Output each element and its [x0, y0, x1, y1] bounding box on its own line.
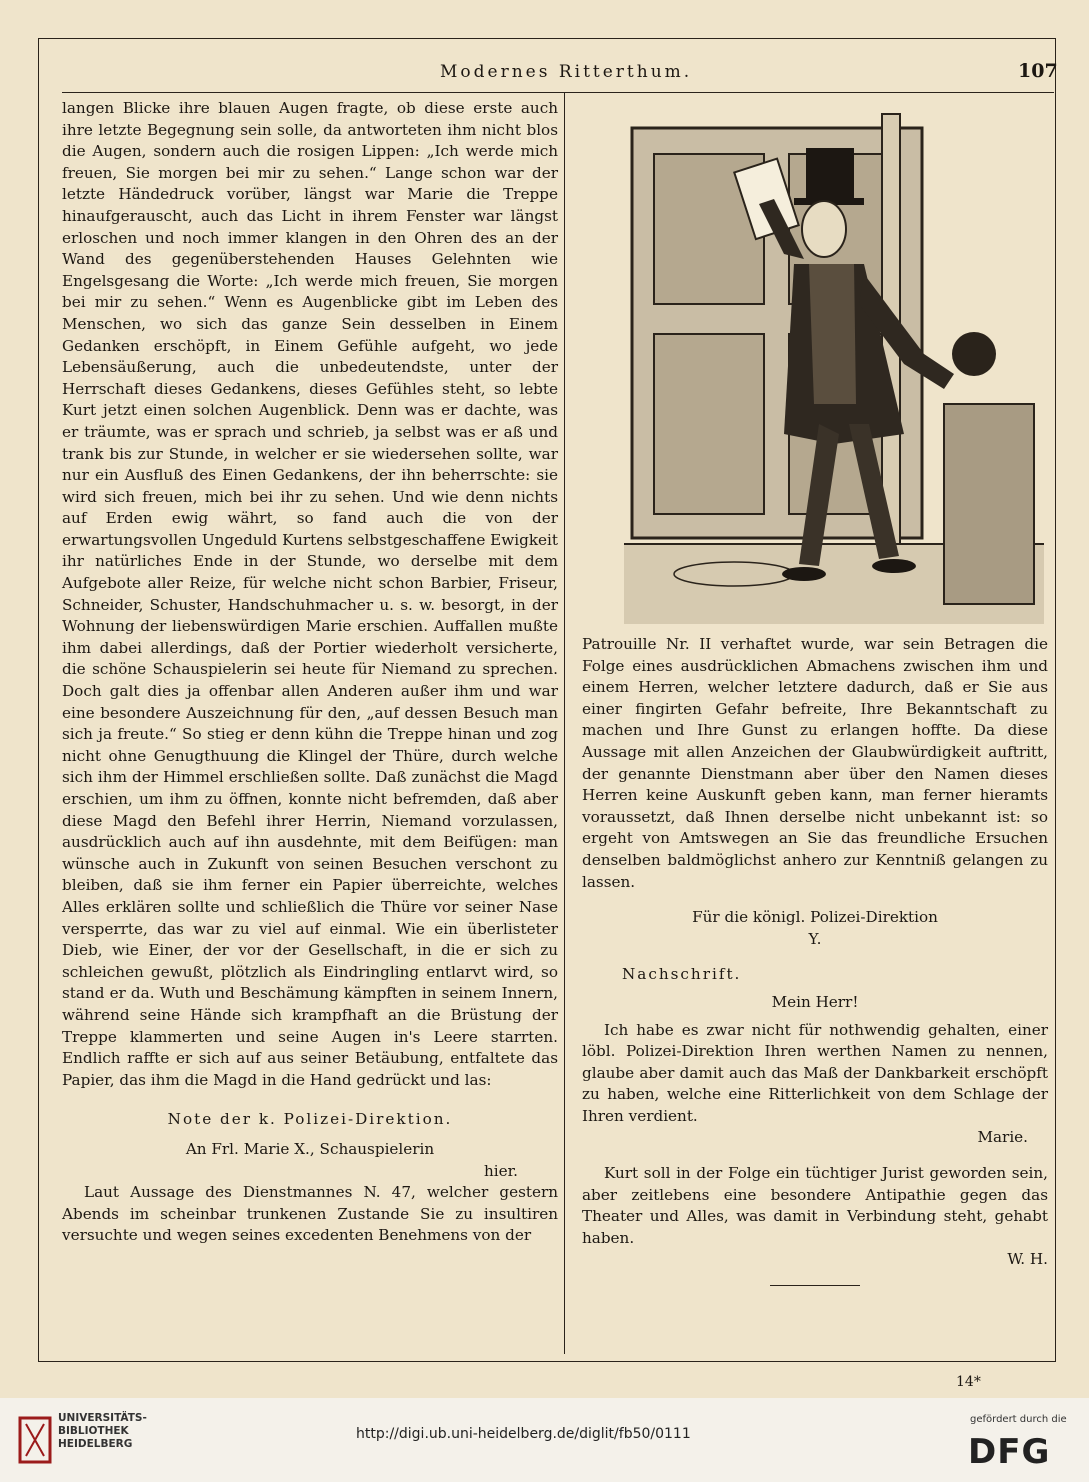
library-name-line: HEIDELBERG — [58, 1438, 133, 1450]
signature: Y. — [808, 929, 822, 948]
note-place: hier. — [483, 1161, 518, 1180]
running-title: Modernes Ritterthum. — [440, 62, 693, 82]
page-number: 107 — [1018, 60, 1058, 82]
signature-line: Für die königl. Polizei-Direktion — [692, 908, 938, 927]
salutation: Mein Herr! — [771, 992, 859, 1011]
postscript-signature: Marie. — [977, 1128, 1028, 1147]
right-column — [582, 634, 1048, 1286]
note-address: An Frl. Marie X., Schauspielerin — [185, 1139, 435, 1158]
left-column — [62, 98, 558, 1247]
library-name-line: UNIVERSITÄTS- — [58, 1412, 147, 1424]
closing-paragraph: Kurt soll in der Folge ein tüchtiger Jurist geworden sein, aber zeitlebens eine besondere Antipathie gegen das Theater und Alles, was damit in Verbindung steht, gehabt haben. — [582, 1164, 1048, 1247]
header-rule — [62, 92, 1054, 93]
digitization-footer — [0, 1398, 1089, 1482]
note-heading: Note der k. Polizei-Direktion. — [167, 1110, 453, 1129]
closing-rule — [770, 1285, 860, 1286]
note-text: Laut Aussage des Dienstmannes N. 47, welcher gestern Abends im scheinbar trunkenen Zustande Sie zu insultiren versuchte und wegen seines excedenten Benehmens von der — [62, 1183, 558, 1245]
dfg-logo: DFG — [968, 1432, 1051, 1472]
funded-by-text: gefördert durch die — [970, 1414, 1067, 1425]
author-initials: W. H. — [1007, 1250, 1048, 1269]
library-name — [58, 1412, 147, 1451]
library-name-line: BIBLIOTHEK — [58, 1425, 129, 1437]
postscript-text: Ich habe es zwar nicht für nothwendig gehalten, einer löbl. Polizei-Direktion Ihren werthen Namen zu nennen, glaube aber damit auch das Maß der Dankbarkeit erschöpft zu haben, welche eine Ritterlichkeit von dem Schlage der Ihren verdient. — [582, 1020, 1048, 1125]
engraving-man-reading-paper-at-door — [624, 104, 1044, 624]
postscript-label: Nachschrift. — [622, 965, 742, 984]
note-continuation: Patrouille Nr. II verhaftet wurde, war sein Betragen die Folge eines ausdrücklichen Abmachens zwischen ihm und einem Herren, welcher letztere dadurch, daß er Sie aus einer fingirten Gefahr befreite, Ihre Bekanntschaft zu machen und Ihre Gunst zu erlangen hoffte. Da diese Aussage mit allen Anzeichen der Glaubwürdigkeit auftritt, der genannte Dienstmann aber über den Namen dieses Herren keine Auskunft geben kann, man ferner hieramts voraussetzt, daß Ihnen derselbe nicht unbekannt ist: so ergeht von Amtswegen an Sie das freundliche Ersuchen denselben baldmöglichst anhero zur Kenntniß gelangen zu lassen. — [582, 635, 1048, 891]
sheet-mark: 14* — [956, 1374, 981, 1390]
source-url-link[interactable]: http://digi.ub.uni-heidelberg.de/diglit/fb50/0111 — [356, 1426, 691, 1442]
story-paragraph: langen Blicke ihre blauen Augen fragte, ob diese erste auch ihre letzte Begegnung sein solle, da antworteten ihm nicht blos die Augen, sondern auch die rosigen Lippen: „Ich werde mich freuen, Sie morgen bei mir zu sehen.“ Lange schon war der letzte Händedruck vorüber, längst war Marie die Treppe hinaufgerauscht, auch das Licht in ihrem Fenster war längst erloschen und noch immer klangen in den Ohren des an der Wand des gegenüberstehenden Hauses Gelehnten wie Engelsgesang die Worte: „Ich werde mich freuen, Sie morgen bei mir zu sehen.“ Wenn es Augenblicke gibt im Leben des Menschen, wo sich das ganze Sein desselben in Einem Gedanken erschöpft, in Einem Gefühle aufgeht, wo jede Lebensäußerung, auch die unbedeutendste, unter der Herrschaft dieses Gedankens, dieses Gefühles steht, so lebte Kurt jetzt einen solchen Augenblick. Denn was er dachte, was er träumte, was er sprach und schrieb, ja selbst was er aß und trank bis zur Stunde, in welcher er sie wiedersehen sollte, war nur ein Ausfluß des Einen Gedankens, der ihn beherrschte: sie wird sich freuen, mich bei ihr zu sehen. Und wie denn nichts auf Erden ewig währt, so fand auch die von der erwartungsvollen Ungeduld Kurtens selbstgeschaffene Ewigkeit ihr natürliches Ende in der Stunde, wo derselbe mit dem Aufgebote aller Reize, für welche nicht schon Barbier, Friseur, Schneider, Schuster, Handschuhmacher u. s. w. besorgt, in der Wohnung der liebenswürdigen Marie erschien. Auffallen mußte ihm dabei allerdings, daß der Portier wiederholt versicherte, die schöne Schauspielerin sei heute für Niemand zu sprechen. Doch galt dies ja offenbar allen Anderen außer ihm und war eine besondere Auszeichnung für den, „auf dessen Besuch man sich ja freute.“ So stieg er denn kühn die Treppe hinan und zog nicht ohne Genugthuung die Klingel der Thüre, durch welche sich ihm der Himmel erschließen sollte. Daß zunächst die Magd erschien, um ihm zu öffnen, konnte nicht befremden, daß aber diese Magd den Befehl ihrer Herrin, Niemand vorzulassen, ausdrücklich auch auf ihn ausdehnte, mit dem Beifügen: man wünsche auch in Zukunft von seinen Besuchen verschont zu bleiben, daß sie ihm ferner ein Papier überreichte, welches Alles erklären sollte und schließlich die Thüre vor seiner Nase versperrte, das war zu viel auf einmal. Wie ein überlisteter Dieb, wie Einer, der vor der Gesellschaft, in die er sich zu schleichen gewußt, plötzlich als Eindringling entlarvt wird, so stand er da. Wuth und Beschämung kämpften in seinem Innern, während seine Hände sich krampfhaft an die Brüstung der Treppe klammerten und seine Augen in's Leere starrten. Endlich raffte er sich auf aus seiner Betäubung, entfaltete das Papier, das ihm die Magd in die Hand gedrückt und las: — [62, 99, 558, 1089]
column-divider — [564, 92, 565, 1354]
